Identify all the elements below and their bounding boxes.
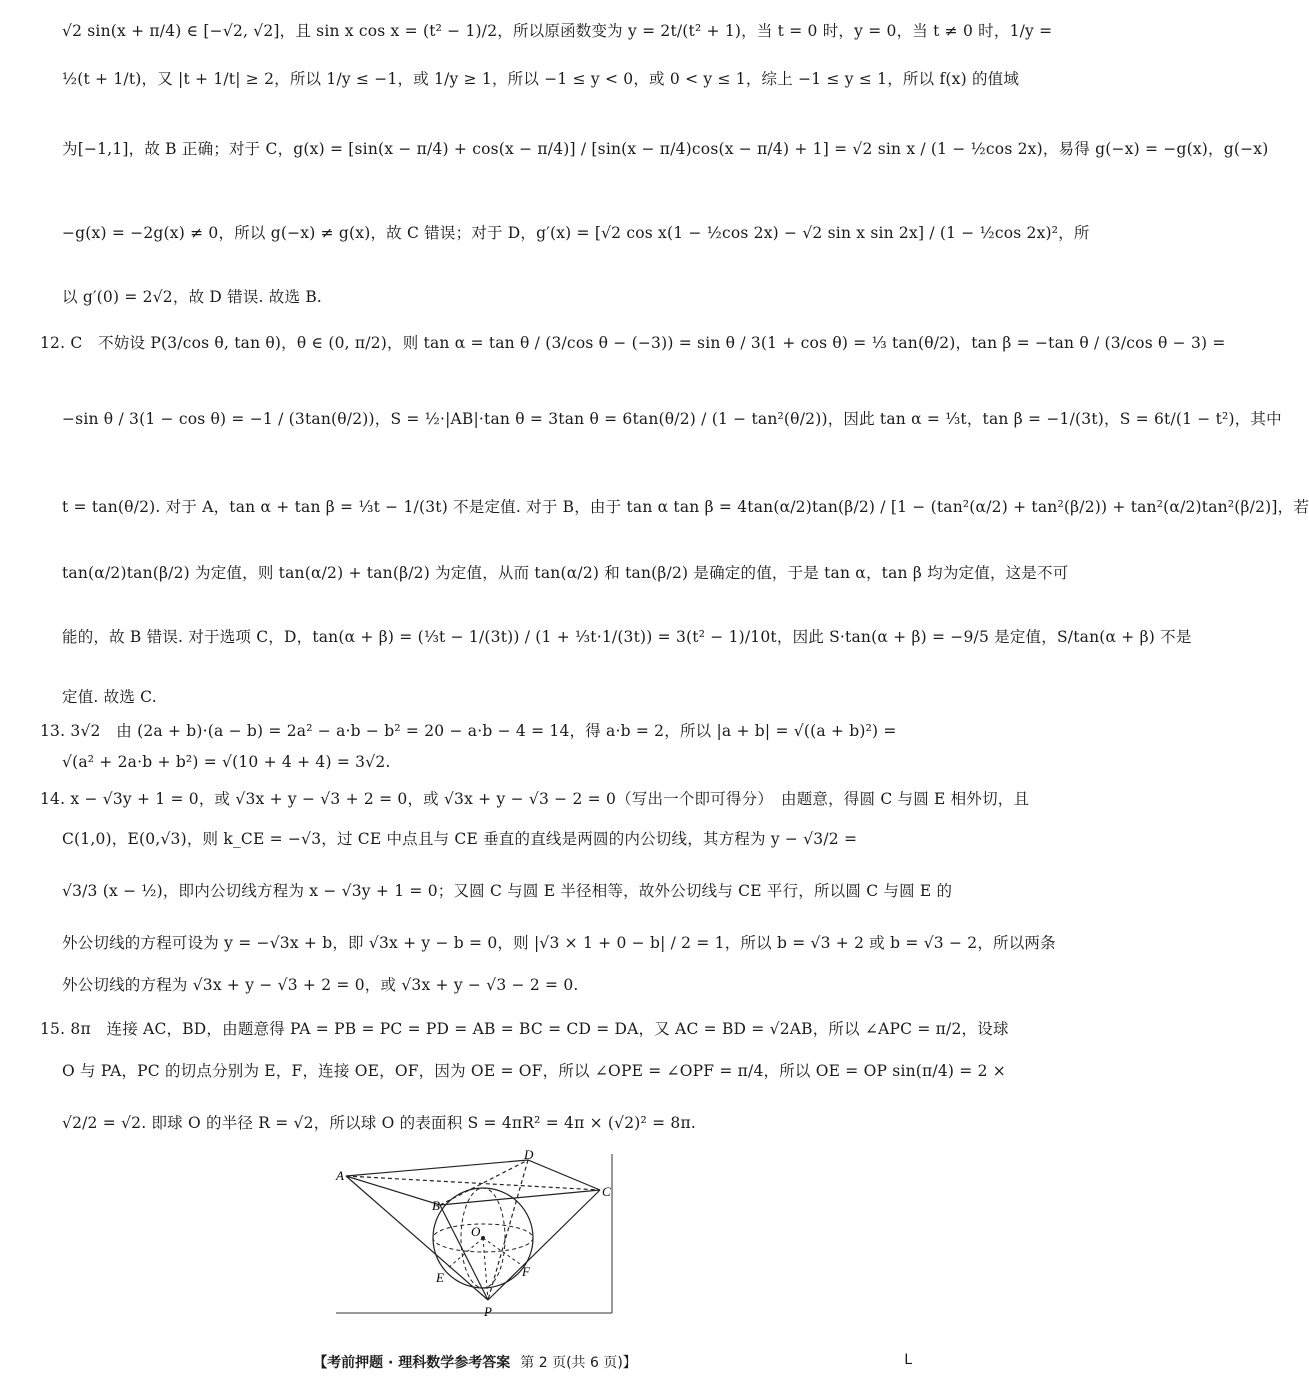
pyramid-sphere-diagram	[330, 1147, 620, 1320]
label-p: P	[484, 1304, 492, 1319]
label-o: O	[471, 1224, 481, 1239]
corner-mark: L	[904, 1352, 912, 1368]
label-c: C	[602, 1184, 611, 1199]
text-line: 为[−1,1]，故 B 正确；对于 C，g(x) = [sin(x − π/4) + cos(x − π/4)] / [sin(x − π/4)cos(x − π/4) + 1] = √2 sin x / (1 − ½cos 2x)，易得 g(−x) = −g(x)，g(−x)	[62, 140, 1269, 158]
label-f: F	[522, 1264, 530, 1279]
label-a: A	[336, 1168, 344, 1183]
text-line: √3/3 (x − ½)，即内公切线方程为 x − √3y + 1 = 0；又圆 C 与圆 E 半径相等，故外公切线与 CE 平行，所以圆 C 与圆 E 的	[62, 882, 953, 900]
text-line: 外公切线的方程为 √3x + y − √3 + 2 = 0，或 √3x + y − √3 − 2 = 0.	[62, 976, 579, 994]
text-line: −g(x) = −2g(x) ≠ 0，所以 g(−x) ≠ g(x)，故 C 错误；对于 D，g′(x) = [√2 cos x(1 − ½cos 2x) − √2 sin x sin 2x] / (1 − ½cos 2x)²，所	[62, 224, 1090, 242]
label-e: E	[436, 1270, 444, 1285]
text-line: 以 g′(0) = 2√2，故 D 错误. 故选 B.	[62, 288, 323, 306]
text-line: C(1,0)，E(0,√3)，则 k_CE = −√3，过 CE 中点且与 CE 垂直的直线是两圆的内公切线，其方程为 y − √3/2 =	[62, 830, 858, 848]
page-footer	[0, 1352, 950, 1372]
text-line: t = tan(θ/2). 对于 A，tan α + tan β = ⅓t − 1/(3t) 不是定值. 对于 B，由于 tan α tan β = 4tan(α/2)tan(β/2) / [1 − (tan²(α/2) + tan²(β/2)) + tan²(α/2)tan²(β/2)]，若	[62, 498, 1309, 516]
text-line: √(a² + 2a·b + b²) = √(10 + 4 + 4) = 3√2.	[62, 753, 391, 771]
footer-title: 【考前押题 · 理科数学参考答案	[313, 1355, 511, 1371]
text-line: tan(α/2)tan(β/2) 为定值，则 tan(α/2) + tan(β/2) 为定值，从而 tan(α/2) 和 tan(β/2) 是确定的值，于是 tan α，tan β 均为定值，这是不可	[62, 564, 1069, 582]
footer-page-number: 第 2 页(共 6 页)】	[520, 1355, 637, 1371]
text-line: 13. 3√2 由 (2a + b)·(a − b) = 2a² − a·b − b² = 20 − a·b − 4 = 14，得 a·b = 2，所以 |a + b| = √((a + b)²) =	[40, 722, 897, 740]
text-line: −sin θ / 3(1 − cos θ) = −1 / (3tan(θ/2))，S = ½·|AB|·tan θ = 3tan θ = 6tan(θ/2) / (1 − tan²(θ/2))，因此 tan α = ⅓t，tan β = −1/(3t)，S = 6t/(1 − t²)，其中	[62, 410, 1282, 428]
text-line: 外公切线的方程可设为 y = −√3x + b，即 √3x + y − b = 0，则 |√3 × 1 + 0 − b| / 2 = 1，所以 b = √3 + 2 或 b = √3 − 2，所以两条	[62, 934, 1056, 952]
text-line: 15. 8π 连接 AC，BD，由题意得 PA = PB = PC = PD = AB = BC = CD = DA，又 AC = BD = √2AB，所以 ∠APC = π/2，设球	[40, 1020, 1009, 1038]
label-d: D	[524, 1147, 534, 1162]
label-b: B	[432, 1198, 440, 1213]
text-line: 定值. 故选 C.	[62, 688, 157, 706]
text-line: O 与 PA，PC 的切点分别为 E，F，连接 OE，OF，因为 OE = OF，所以 ∠OPE = ∠OPF = π/4，所以 OE = OP sin(π/4) = 2 ×	[62, 1062, 1006, 1080]
text-line: √2/2 = √2. 即球 O 的半径 R = √2，所以球 O 的表面积 S = 4πR² = 4π × (√2)² = 8π.	[62, 1114, 696, 1132]
text-line: 能的，故 B 错误. 对于选项 C，D，tan(α + β) = (⅓t − 1/(3t)) / (1 + ⅓t·1/(3t)) = 3(t² − 1)/10t，因此 S·tan(α + β) = −9/5 是定值，S/tan(α + β) 不是	[62, 628, 1192, 646]
text-line: ½(t + 1/t)，又 |t + 1/t| ≥ 2，所以 1/y ≤ −1，或 1/y ≥ 1，所以 −1 ≤ y < 0，或 0 < y ≤ 1，综上 −1 ≤ y ≤ 1，所以 f(x) 的值域	[62, 70, 1020, 88]
text-line: 14. x − √3y + 1 = 0，或 √3x + y − √3 + 2 = 0，或 √3x + y − √3 − 2 = 0（写出一个即可得分） 由题意，得圆 C 与圆 E 相外切，且	[40, 790, 1030, 808]
text-line: √2 sin(x + π/4) ∈ [−√2, √2]，且 sin x cos x = (t² − 1)/2，所以原函数变为 y = 2t/(t² + 1)，当 t = 0 时，y = 0，当 t ≠ 0 时，1/y =	[62, 22, 1053, 40]
geometry-figure	[330, 1147, 620, 1320]
text-line: 12. C 不妨设 P(3/cos θ, tan θ)，θ ∈ (0, π/2)，则 tan α = tan θ / (3/cos θ − (−3)) = sin θ / 3(1 + cos θ) = ⅓ tan(θ/2)，tan β = −tan θ / (3/cos θ − 3) =	[40, 334, 1226, 352]
